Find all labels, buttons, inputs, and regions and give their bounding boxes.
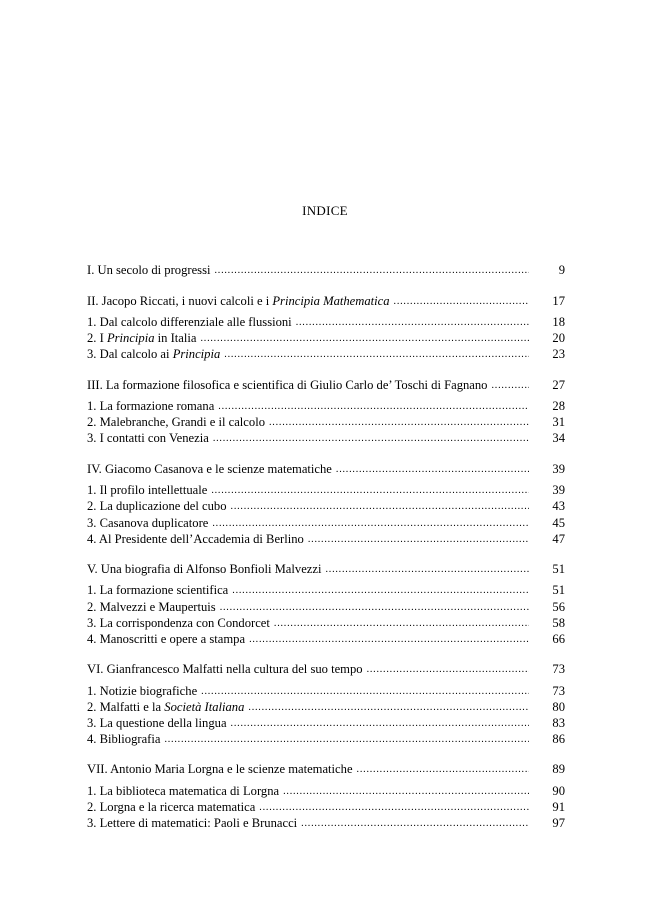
chapter-title	[87, 661, 363, 678]
page-number: 43	[552, 499, 565, 514]
section-title	[87, 731, 160, 747]
section-title	[87, 515, 208, 531]
toc-chapter-entry[interactable]	[87, 761, 565, 778]
page-number: 89	[552, 762, 565, 777]
title-part: 1. La biblioteca matematica di Lorgna	[87, 783, 280, 798]
toc-section-entry[interactable]	[87, 515, 565, 531]
toc-chapter-entry[interactable]	[87, 377, 565, 394]
toc-chapter	[87, 761, 565, 831]
page-number: 20	[552, 331, 565, 346]
title-part: IV. Giacomo Casanova e le scienze matematiche	[87, 461, 332, 476]
section-title	[87, 398, 214, 414]
toc-chapter-entry[interactable]	[87, 561, 565, 578]
page-number: 18	[552, 315, 565, 329]
chapter-title	[87, 293, 390, 310]
toc-chapter-entry[interactable]	[87, 262, 565, 279]
title-part: 3. I contatti con Venezia	[87, 431, 209, 446]
title-part: 1. Il profilo intellettuale	[87, 483, 208, 498]
toc-chapter	[87, 461, 565, 547]
dot-leader	[164, 732, 529, 748]
dot-leader	[491, 378, 529, 395]
page-number: 31	[552, 415, 565, 430]
page-number: 73	[552, 683, 565, 698]
toc-chapter	[87, 561, 565, 647]
toc-section-entry[interactable]	[87, 815, 565, 831]
page-number: 27	[552, 377, 565, 392]
page-title: INDICE	[302, 203, 348, 218]
toc-section-entry[interactable]	[87, 715, 565, 731]
toc-section-entry[interactable]	[87, 699, 565, 715]
page-number: 90	[552, 783, 565, 798]
page-number: 58	[552, 615, 565, 630]
section-title	[87, 815, 297, 831]
page-number: 56	[552, 599, 565, 614]
title-part: 3. Lettere di matematici: Paoli e Brunacci	[87, 816, 298, 831]
page-number: 17	[552, 293, 565, 308]
page-number: 91	[552, 800, 565, 815]
dot-leader	[224, 347, 529, 363]
section-title	[87, 314, 292, 330]
section-title	[87, 683, 197, 699]
dot-leader	[248, 700, 529, 716]
section-title	[87, 482, 207, 498]
dot-leader	[296, 315, 529, 331]
dot-leader	[394, 294, 529, 311]
dot-leader	[201, 684, 529, 700]
section-title	[87, 414, 265, 430]
title-part: 2. La duplicazione del cubo	[87, 499, 227, 514]
section-title	[87, 699, 244, 715]
dot-leader	[259, 800, 529, 816]
toc-chapter-entry[interactable]	[87, 461, 565, 478]
toc-chapter-entry[interactable]	[87, 293, 565, 310]
page-number: 97	[552, 816, 565, 831]
section-title	[87, 615, 270, 631]
title-part: 1. La formazione scientifica	[87, 583, 229, 598]
title-part: 1. Notizie biografiche	[87, 683, 198, 698]
toc-section-entry[interactable]	[87, 799, 565, 815]
toc-section-entry[interactable]	[87, 631, 565, 647]
toc-section-entry[interactable]	[87, 599, 565, 615]
title-part: 3. Dal calcolo ai	[87, 347, 173, 362]
section-title	[87, 599, 216, 615]
section-title	[87, 631, 245, 647]
page-number: 80	[552, 699, 565, 714]
toc-section-entry[interactable]	[87, 683, 565, 699]
page-number: 23	[552, 347, 565, 362]
dot-leader	[269, 415, 529, 431]
chapter-title	[87, 561, 321, 578]
page-number: 86	[552, 732, 565, 747]
page-number: 9	[558, 263, 565, 277]
title-part: 2. Malvezzi e Maupertuis	[87, 599, 216, 614]
title-part: in Italia	[154, 331, 197, 346]
title-part: 2. Malfatti e la	[87, 699, 165, 714]
chapter-title	[87, 377, 487, 394]
dot-leader	[283, 784, 529, 800]
page-number: 45	[552, 515, 565, 530]
title-italic-part: Principia	[106, 331, 155, 346]
section-title	[87, 498, 227, 514]
dot-leader	[231, 499, 529, 515]
toc-section-entry[interactable]	[87, 430, 565, 446]
title-part: 4. Bibliografia	[87, 732, 161, 747]
title-part: 3. Casanova duplicatore	[87, 515, 209, 530]
title-part: II. Jacopo Riccati, i nuovi calcoli e i	[87, 293, 273, 308]
toc-section-entry[interactable]	[87, 531, 565, 547]
dot-leader	[301, 816, 529, 832]
toc-section-entry[interactable]	[87, 783, 565, 799]
title-italic-part: Principia	[172, 347, 221, 362]
title-part: 2. Lorgna e la ricerca matematica	[87, 800, 256, 815]
dot-leader	[357, 762, 529, 779]
section-title	[87, 430, 209, 446]
toc-section-entry[interactable]	[87, 414, 565, 430]
section-title	[87, 582, 228, 598]
toc-chapter	[87, 293, 565, 363]
dot-leader	[212, 516, 529, 532]
toc-section-entry[interactable]	[87, 731, 565, 747]
page-number: 66	[552, 631, 565, 646]
section-title	[87, 799, 255, 815]
page-number: 83	[552, 716, 565, 730]
section-title	[87, 330, 196, 346]
toc-section-entry[interactable]	[87, 346, 565, 362]
dot-leader	[308, 532, 529, 548]
dot-leader	[274, 616, 529, 632]
page-number: 39	[552, 483, 565, 498]
title-part: III. La formazione filosofica e scientifica di Giulio Carlo de’ Toschi di Fagnano	[87, 377, 488, 392]
title-part: 3. La questione della lingua	[87, 716, 227, 730]
title-part: 4. Manoscritti e opere a stampa	[87, 631, 246, 646]
dot-leader	[325, 562, 529, 579]
toc-chapter	[87, 661, 565, 747]
title-part: 2. Malebranche, Grandi e il calcolo	[87, 415, 265, 430]
title-italic-part: Principia Mathematica	[272, 293, 390, 308]
toc-section-entry[interactable]	[87, 498, 565, 514]
page-number: 39	[552, 461, 565, 476]
toc-section-entry[interactable]	[87, 582, 565, 598]
chapter-title	[87, 761, 353, 778]
toc-chapter	[87, 262, 565, 279]
page-number: 47	[552, 531, 565, 546]
chapter-title	[87, 262, 210, 279]
toc-chapter-entry[interactable]	[87, 661, 565, 678]
dot-leader	[200, 331, 529, 347]
page-number: 51	[552, 583, 565, 598]
toc-section-entry[interactable]	[87, 615, 565, 631]
chapter-title	[87, 461, 332, 478]
dot-leader	[211, 483, 529, 499]
dot-leader	[213, 431, 529, 447]
dot-leader	[249, 632, 529, 648]
title-part: 1. Dal calcolo differenziale alle flussioni	[87, 315, 292, 329]
dot-leader	[232, 583, 529, 599]
section-title	[87, 783, 279, 799]
dot-leader	[231, 716, 529, 732]
page-number: 28	[552, 399, 565, 414]
dot-leader	[214, 263, 529, 280]
page-number: 34	[552, 431, 565, 446]
toc-section-entry[interactable]	[87, 330, 565, 346]
dot-leader	[367, 662, 529, 679]
page-number: 51	[552, 561, 565, 576]
toc-section-entry[interactable]	[87, 398, 565, 414]
toc-section-entry[interactable]	[87, 314, 565, 330]
title-part: 3. La corrispondenza con Condorcet	[87, 615, 270, 630]
title-part: VI. Gianfrancesco Malfatti nella cultura del suo tempo	[87, 662, 363, 677]
table-of-contents	[87, 262, 565, 845]
dot-leader	[336, 462, 529, 479]
toc-chapter	[87, 377, 565, 447]
toc-section-entry[interactable]	[87, 482, 565, 498]
dot-leader	[220, 600, 529, 616]
title-part: 1. La formazione romana	[87, 399, 215, 414]
dot-leader	[218, 399, 529, 415]
section-title	[87, 715, 227, 731]
title-part: 2. I	[87, 331, 107, 346]
title-part: 4. Al Presidente dell’Accademia di Berlino	[87, 531, 304, 546]
title-part: V. Una biografia di Alfonso Bonfioli Malvezzi	[87, 561, 322, 576]
title-part: VII. Antonio Maria Lorgna e le scienze matematiche	[87, 762, 353, 777]
section-title	[87, 346, 220, 362]
title-part: I. Un secolo di progressi	[87, 263, 211, 277]
section-title	[87, 531, 304, 547]
page-number: 73	[552, 662, 565, 677]
title-italic-part: Società Italiana	[164, 699, 245, 714]
